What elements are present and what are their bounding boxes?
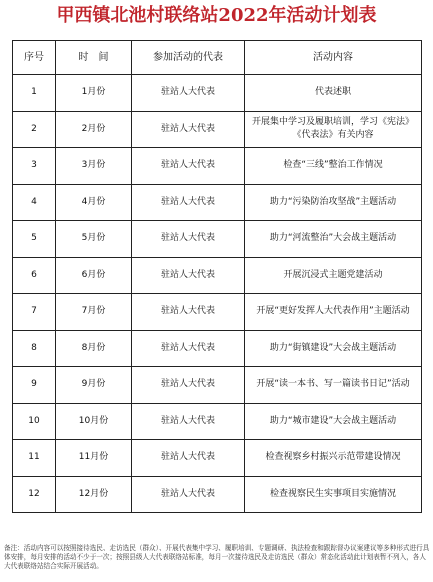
row-number-cell: 10 [13, 403, 56, 440]
row-number-cell: 7 [13, 294, 56, 331]
row-month-cell: 2月份 [56, 111, 132, 148]
table-row [13, 440, 422, 477]
row-activity-cell: 助力“污染防治攻坚战”主题活动 [245, 184, 422, 221]
table-row [13, 403, 422, 440]
row-representative-cell: 驻站人大代表 [132, 476, 245, 513]
row-number-cell: 1 [13, 75, 56, 112]
row-number-cell: 5 [13, 221, 56, 258]
table-row [13, 184, 422, 221]
row-number-cell: 3 [13, 148, 56, 185]
row-month-cell: 4月份 [56, 184, 132, 221]
row-month-cell: 5月份 [56, 221, 132, 258]
row-representative-cell: 驻站人大代表 [132, 440, 245, 477]
row-representative-cell: 驻站人大代表 [132, 75, 245, 112]
row-month-cell: 1月份 [56, 75, 132, 112]
header-time: 时 间 [56, 41, 132, 75]
row-activity-cell: 助力“河流整治”大会战主题活动 [245, 221, 422, 258]
document-title: 甲西镇北池村联络站2022年活动计划表 [56, 5, 377, 26]
row-representative-cell: 驻站人大代表 [132, 294, 245, 331]
row-month-cell: 9月份 [56, 367, 132, 404]
table-header-row [13, 41, 422, 75]
table-row [13, 257, 422, 294]
row-number-cell: 8 [13, 330, 56, 367]
table-row [13, 148, 422, 185]
table-row [13, 294, 422, 331]
row-representative-cell: 驻站人大代表 [132, 367, 245, 404]
row-number-cell: 12 [13, 476, 56, 513]
row-representative-cell: 驻站人大代表 [132, 330, 245, 367]
table-row [13, 221, 422, 258]
row-number-cell: 6 [13, 257, 56, 294]
row-month-cell: 12月份 [56, 476, 132, 513]
row-representative-cell: 驻站人大代表 [132, 148, 245, 185]
row-number-cell: 9 [13, 367, 56, 404]
row-activity-cell: 开展沉浸式主题党建活动 [245, 257, 422, 294]
row-representative-cell: 驻站人大代表 [132, 111, 245, 148]
row-representative-cell: 驻站人大代表 [132, 257, 245, 294]
row-activity-cell: 开展集中学习及履职培训，学习《宪法》《代表法》有关内容 [245, 111, 422, 148]
header-no: 序号 [13, 41, 56, 75]
row-month-cell: 3月份 [56, 148, 132, 185]
table-row [13, 476, 422, 513]
footnote: 备注：活动内容可以按照接待选民、走访选民（群众）、开展代表集中学习、履职培训、专题调研、执法检查和跟踪督办议案建议等多种形式进行具体安排，每月安排的活动不少于一次；按照县级人大代表联络站标准，每月一次接待选民及走访选民（群众）常态化活动此计划表暂不列入，各人大代表联络站结合实际开展活动。 [4, 544, 430, 570]
row-activity-cell: 开展“更好发挥人大代表作用”主题活动 [245, 294, 422, 331]
row-number-cell: 2 [13, 111, 56, 148]
row-month-cell: 7月份 [56, 294, 132, 331]
row-activity-cell: 代表述职 [245, 75, 422, 112]
row-representative-cell: 驻站人大代表 [132, 221, 245, 258]
row-number-cell: 4 [13, 184, 56, 221]
row-representative-cell: 驻站人大代表 [132, 184, 245, 221]
activity-plan-table [12, 40, 422, 513]
row-month-cell: 10月份 [56, 403, 132, 440]
row-activity-cell: 检查视察乡村振兴示范带建设情况 [245, 440, 422, 477]
header-representative: 参加活动的代表 [132, 41, 245, 75]
row-activity-cell: 助力“街镇建设”大会战主题活动 [245, 330, 422, 367]
row-number-cell: 11 [13, 440, 56, 477]
table-row [13, 75, 422, 112]
row-activity-cell: 检查视察民生实事项目实施情况 [245, 476, 422, 513]
row-activity-cell: 助力“城市建设”大会战主题活动 [245, 403, 422, 440]
table-body [13, 75, 422, 513]
row-representative-cell: 驻站人大代表 [132, 403, 245, 440]
row-month-cell: 11月份 [56, 440, 132, 477]
table-row [13, 111, 422, 148]
row-activity-cell: 开展“读一本书、写一篇读书日记”活动 [245, 367, 422, 404]
row-month-cell: 6月份 [56, 257, 132, 294]
row-month-cell: 8月份 [56, 330, 132, 367]
table-row [13, 330, 422, 367]
header-activity: 活动内容 [245, 41, 422, 75]
table-row [13, 367, 422, 404]
row-activity-cell: 检查“三线”整治工作情况 [245, 148, 422, 185]
